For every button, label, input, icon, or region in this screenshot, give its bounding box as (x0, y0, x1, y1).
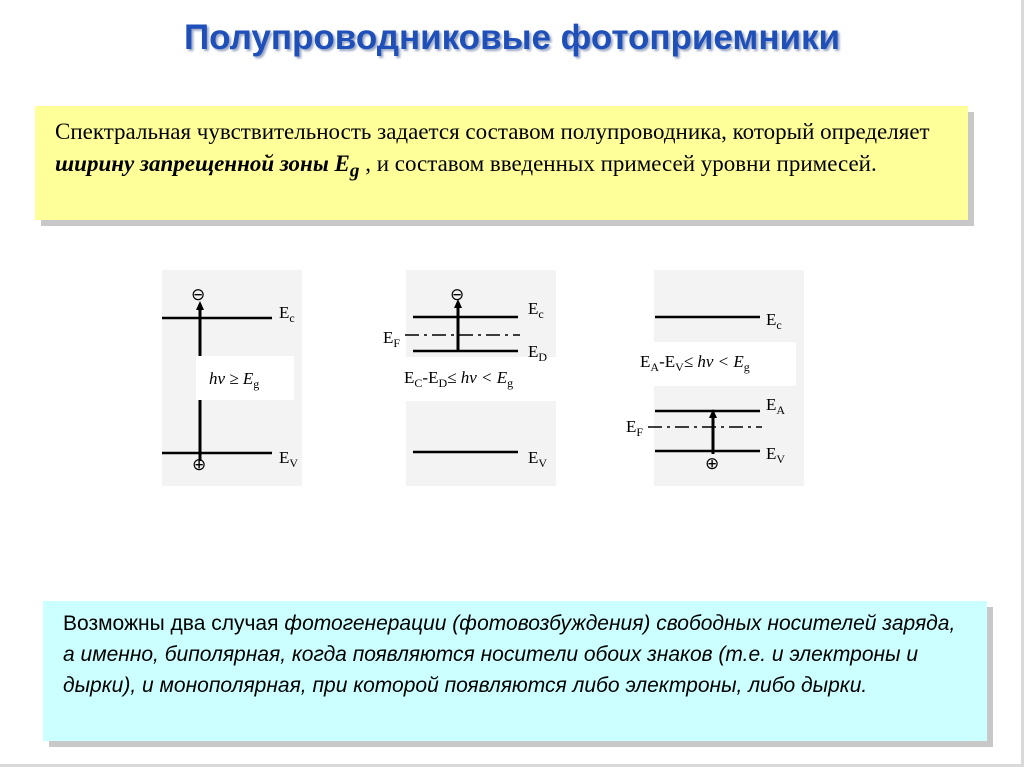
diagram2-condition: $E_C-E_D\le h\nu < E_g$ (404, 368, 514, 390)
diagram2-ev-label: $E_V$ (528, 448, 548, 470)
intro-text-2: , и составом введенных примесей уровни примесей. (359, 151, 877, 176)
diagram3-ef-label: $E_F$ (626, 417, 644, 439)
diagram3-ev-label: $E_V$ (766, 444, 786, 466)
summary-box (43, 601, 987, 741)
diagram3-hole-icon: ⊕ (705, 454, 720, 473)
summary-emphasis: фотогенерации (фотовозбуждения) свободных носителей заряда, а именно, биполярная, когда появляются носители обоих знаков (т.е. и электроны и дырки), и монополярная, при которой появляются либо электроны, либо дырки. (63, 612, 956, 697)
diagram2-ec-label: $E_c$ (528, 299, 544, 321)
diagram1-condition: $h\nu \ge E_g$ (209, 369, 260, 391)
intro-emphasis-text: ширину запрещенной зоны E (55, 151, 350, 176)
diagram-band-to-band (162, 270, 302, 486)
diagram1-electron-icon: ⊖ (191, 285, 206, 304)
diagram1-ec-label: $E_c$ (279, 303, 295, 325)
diagram1-hole-icon: ⊕ (192, 455, 207, 474)
slide-title: Полупроводниковые фотоприемники (183, 18, 841, 57)
diagram1-ev-label: $E_V$ (279, 448, 299, 470)
intro-emphasis-sub: g (349, 160, 360, 182)
diagram2-ed-label: $E_D$ (528, 342, 548, 364)
diagram2-ef-label: $E_F$ (383, 328, 401, 350)
diagram3-ea-label: $E_A$ (766, 395, 786, 417)
diagram-donor-level (383, 270, 576, 486)
intro-text-1: Спектральная чувствительность задается составом полупроводника, который определяет (55, 119, 930, 144)
diagram-acceptor-level (626, 270, 804, 486)
summary-text: Возможны два случая (63, 612, 285, 635)
diagram3-ec-label: $E_c$ (766, 310, 782, 332)
diagram2-electron-icon: ⊖ (450, 285, 465, 304)
diagram3-condition: $E_A-E_V\le h\nu < E_g$ (640, 352, 750, 374)
